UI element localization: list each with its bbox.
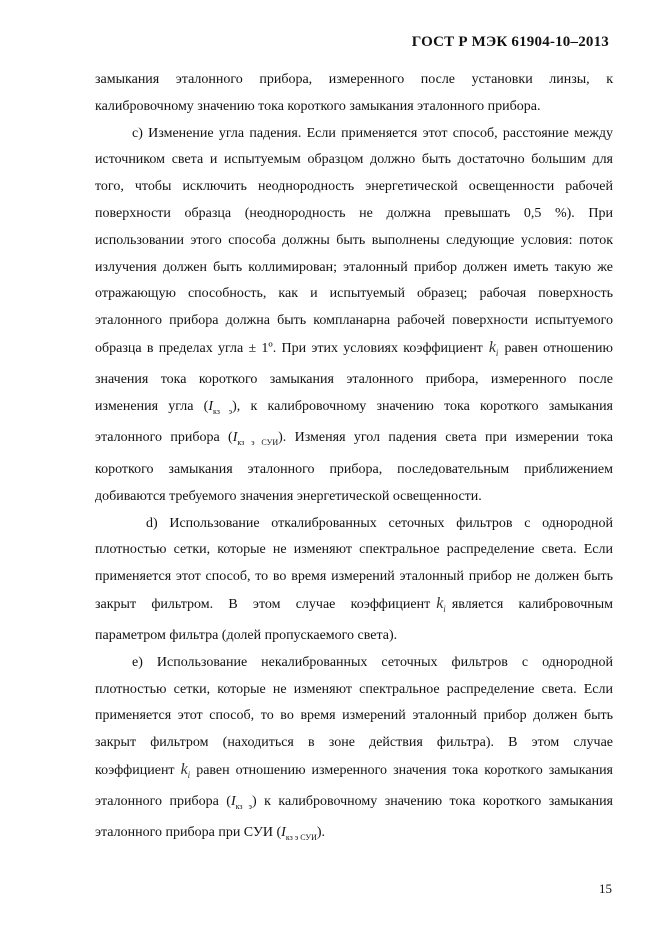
- coefficient-ki: $k_i$: [180, 760, 191, 781]
- paragraph-text: равен отношению значения тока короткого замыкания эталонного прибора, измеренного после изменения угла (: [95, 340, 614, 414]
- paragraph-text: ).: [316, 825, 326, 841]
- paragraph-text: c) Изменение угла падения. Если применяется этот способ, расстояние между источником света и испытуемым образцом должно быть достаточно большим для того, чтобы исключить неоднородность энергетической освещенности рабочей поверхности образца (неоднородность не должна превышать 0,5 %). При использовании этого способа должны быть выполнены следующие условия: поток излучения должен быть коллимирован; эталонный прибор должен иметь такую же отражающую способность, как и испытуемый образец; рабочая поверхность эталонного прибора должна быть компланарна рабочей поверхности испытуемого образца в пределах угла ± 1º. При этих условиях коэффициент: [95, 125, 613, 356]
- paragraph-text: d) Использование откалиброванных сеточных фильтров с однородной плотностью сетки, которые не изменяют спектральное распределение света. Если применяется этот способ, то во время измерений эталонный прибор не должен быть закрыт фильтром. В этом случае коэффициент: [95, 515, 613, 612]
- coefficient-ki: $k_i$: [488, 338, 499, 359]
- paragraph-text: равен отношению измеренного значения тока короткого замыкания эталонного прибора (: [95, 762, 613, 809]
- paragraph-c: [95, 121, 613, 511]
- paragraph-text: ). Изменяя угол падения света при измерении тока короткого замыкания эталонного прибора, последовательным приближением добиваются требуемого значения энергетической освещенности.: [95, 430, 614, 504]
- current-symbol-sui: $I_{кз э СУИ}$: [232, 430, 279, 448]
- paragraph-text: замыкания эталонного прибора, измеренного после установки линзы, к калибровочному значению тока короткого замыкания эталонного прибора.: [95, 72, 613, 114]
- page-number: 15: [599, 881, 612, 896]
- current-symbol: $I_{кз э}$: [208, 398, 233, 416]
- paragraph-text: является калибровочным параметром фильтра (долей пропускаемого света).: [95, 596, 613, 643]
- paragraph-text: e) Использование некалиброванных сеточных фильтров с однородной плотностью сетки, которые не изменяют спектральное распределение света. Если применяется этот способ, то во время измерений эталонный прибор должен быть закрыт фильтром (находиться в зоне действия фильтра). В этом случае коэффициент: [95, 654, 613, 778]
- page-body: [95, 67, 613, 852]
- current-symbol-sui: $I_{кз э СУИ}$: [281, 825, 317, 843]
- paragraph-continuation: [95, 67, 613, 121]
- paragraph-d: [95, 511, 613, 650]
- coefficient-ki: $k_i$: [436, 594, 446, 615]
- current-symbol: $I_{кз э}$: [230, 793, 252, 811]
- paragraph-text: ) к калибровочному значению тока короткого замыкания эталонного прибора при СУИ (: [95, 793, 613, 841]
- paragraph-text: ), к калибровочному значению тока короткого замыкания эталонного прибора (: [95, 398, 613, 446]
- document-header: ГОСТ Р МЭК 61904-10–2013: [411, 34, 609, 50]
- paragraph-e: [95, 650, 613, 852]
